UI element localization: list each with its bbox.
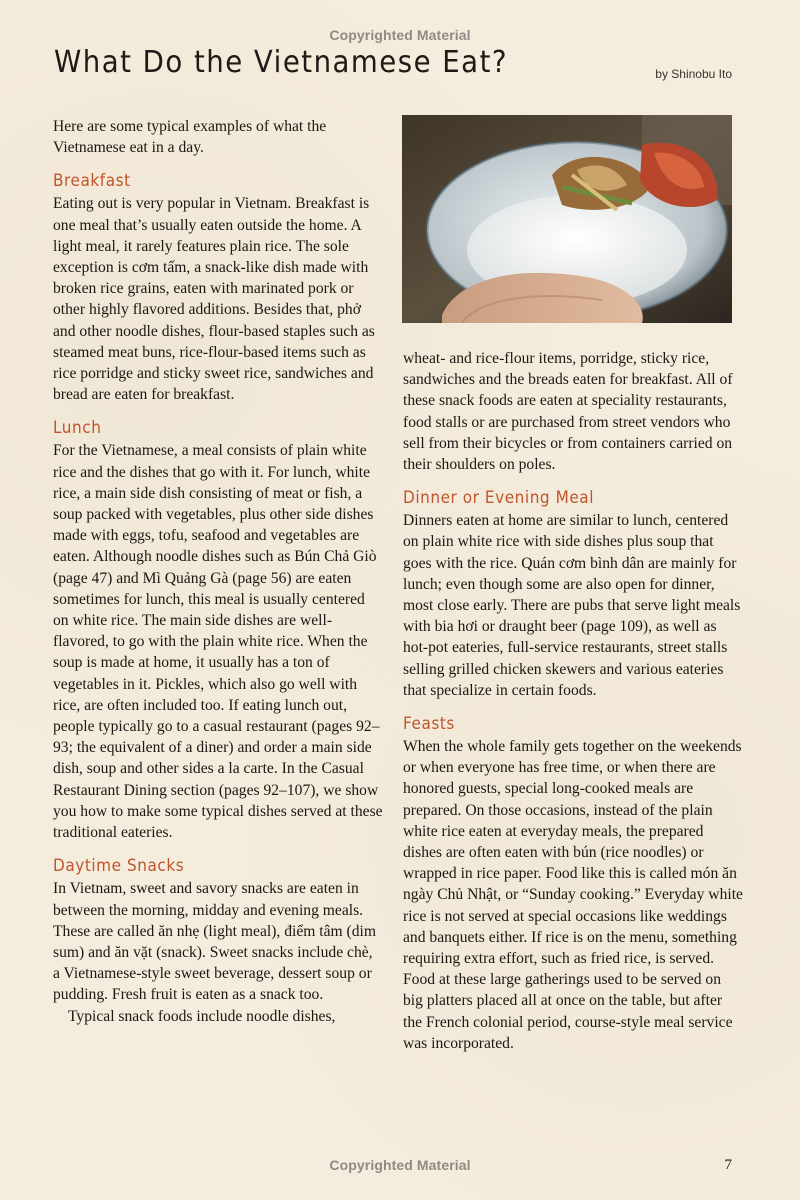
watermark-top: Copyrighted Material <box>329 27 471 43</box>
snacks-paragraph: In Vietnam, sweet and savory snacks are eaten in between the morning, midday and evening meals. These are called ăn nhẹ (light meal), điểm tâm (dim sum) and ăn vặt (snack). Sweet snacks include chè, a Vietnamese-style sweet beverage, dessert soup or pudding. Fresh fruit is eaten as a snack too. <box>53 880 377 1004</box>
lunch-heading: Lunch <box>53 418 102 439</box>
watermark-bottom: Copyrighted Material <box>329 1157 471 1173</box>
breakfast-heading: Breakfast <box>53 171 131 192</box>
dinner-paragraph: Dinners eaten at home are similar to lunch, centered on plain white rice with side dishes plus soup that goes with the rice. Quán cơm bình dân are mainly for lunch; even though some are also open for dinner, most close early. There are pubs that serve light meals with bia hơi or draught beer (page 109), as well as hot-pot eateries, full-service restaurants, street stalls selling grilled chicken skewers and various eateries that specialize in certain foods. <box>403 512 741 699</box>
snacks-heading: Daytime Snacks <box>53 856 185 877</box>
feasts-heading: Feasts <box>403 714 455 735</box>
breakfast-paragraph: Eating out is very popular in Vietnam. Breakfast is one meal that’s usually eaten outside the home. A light meal, it rarely features plain rice. The sole exception is cơm tấm, a snack-like dish made with broken rice grains, eaten with marinated pork or other highly flavored additions. Besides that, phở and other noodle dishes, flour-based staples such as steamed meat buns, rice-flour-based items such as rice porridge and sticky sweet rice, sandwiches and bread are eaten for breakfast. <box>53 195 375 404</box>
right-column <box>403 348 743 1054</box>
intro-paragraph: Here are some typical examples of what the Vietnamese eat in a day. <box>53 118 327 157</box>
left-column <box>53 116 383 1027</box>
page-number: 7 <box>724 1157 732 1173</box>
feasts-paragraph: When the whole family gets together on the weekends or when everyone has free time, or when there are honored guests, special long-cooked meals are prepared. On those occasions, instead of the plain white rice eaten at everyday meals, the prepared dishes are often eaten with bún (rice noodles) or wrapped in rice paper. Food like this is called món ăn ngày Chủ Nhật, or “Sunday cooking.” Everyday white rice is not served at special occasions like weddings and banquets either. If rice is on the menu, something requiring extra effort, such as fried rice, is served. Food at these large gatherings used to be served on big platters placed all at once on the table, but after the French colonial period, course-style meal service was incorporated. <box>403 738 743 1052</box>
snacks-paragraph-2: Typical snack foods include noodle dishes, <box>68 1007 336 1025</box>
byline: by Shinobu Ito <box>655 67 732 81</box>
page-title: What Do the Vietnamese Eat? <box>54 45 508 80</box>
lunch-paragraph: For the Vietnamese, a meal consists of plain white rice and the dishes that go with it. For lunch, white rice, a main side dish consisting of meat or fish, a soup packed with vegetables, plus other side dishes made with eggs, tofu, seafood and vegetables are eaten. Although noodle dishes such as Bún Chả Giò (page 47) and Mì Quảng Gà (page 56) are eaten sometimes for lunch, this meal is usually centered on white rice. The main side dishes are well-flavored, to go with the plain white rice. When the soup is made at home, it usually has a ton of vegetables in it. Pickles, which also go well with rice, are often included too. If eating lunch out, people typically go to a casual restaurant (pages 92–93; the equivalent of a diner) and order a main side dish, soup and other sides a la carte. In the Casual Restaurant Dining section (pages 92–107), we show you how to make some typical dishes served at these traditional eateries. <box>53 442 383 842</box>
snacks-paragraph-continued: wheat- and rice-flour items, porridge, sticky rice, sandwiches and the breads eaten for breakfast. All of these snack foods are eaten at speciality restaurants, food stalls or are purchased from street vendors who sell from their bicycles or from containers carried on their shoulders on poles. <box>403 350 733 474</box>
plate-of-rice-photo <box>402 115 732 323</box>
dinner-heading: Dinner or Evening Meal <box>403 488 594 509</box>
